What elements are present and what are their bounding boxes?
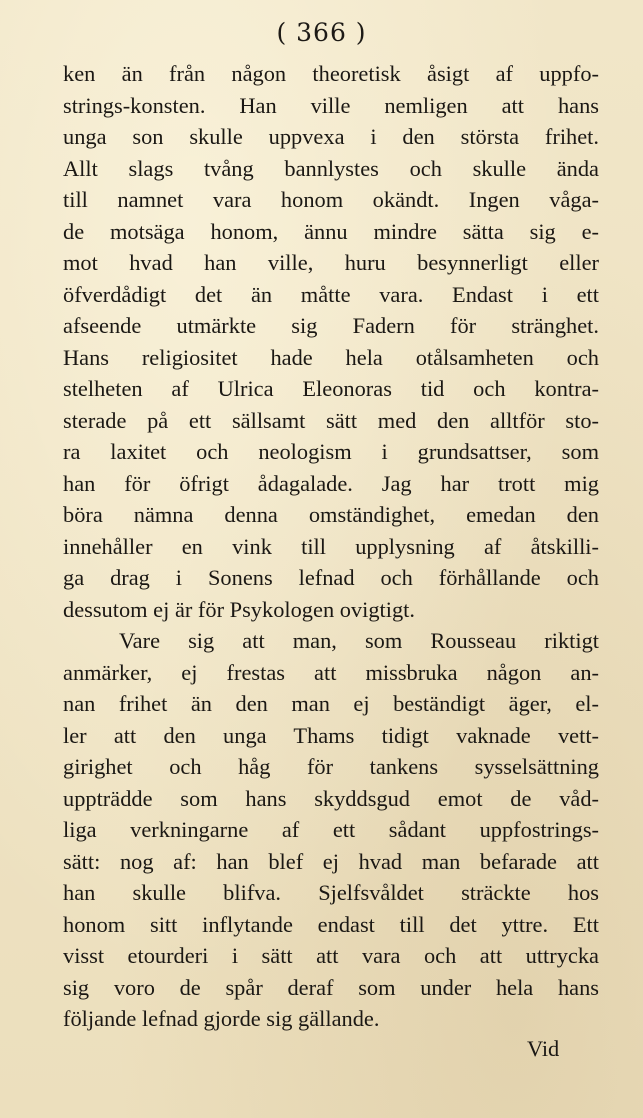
page-number: ( 366 ) (276, 18, 367, 47)
text-line: öfverdådigt det än måtte vara. Endast i ett (63, 281, 599, 307)
text-line: visst etourderi i sätt att vara och att uttrycka (63, 943, 599, 968)
text-line: stelheten af Ulrica Eleonoras tid och kontra- (63, 376, 599, 401)
text-line: liga verkningarne af ett sådant uppfostrings- (63, 817, 599, 842)
text-line: nan frihet än den man ej beständigt äger, el- (63, 691, 599, 716)
text-line: följande lefnad gjorde sig gällande. (63, 1006, 380, 1031)
text-line: han för öfrigt ådagalade. Jag har trott mig (63, 470, 599, 496)
text-line: afseende utmärkte sig Fadern för stränghet. (63, 313, 599, 338)
text-line: Allt slags tvång bannlystes och skulle ända (63, 155, 599, 181)
text-line: böra nämna denna omständighet, emedan den (63, 502, 599, 527)
text-line: ken än från någon theoretisk åsigt af uppfo- (63, 61, 599, 86)
text-line: ler att den unga Thams tidigt vaknade vett- (63, 722, 599, 748)
text-line: sätt: nog af: han blef ej hvad man befarade att (63, 848, 599, 874)
text-line: ra laxitet och neologism i grundsattser, som (63, 439, 599, 464)
text-line: Hans religiositet hade hela otålsamheten och (63, 344, 599, 370)
text-line: uppträdde som hans skyddsgud emot de våd- (63, 785, 599, 811)
body-text (63, 58, 599, 1035)
text-line: mot hvad han ville, huru besynnerligt eller (63, 250, 599, 275)
text-line: de motsäga honom, ännu mindre sätta sig e- (63, 218, 599, 244)
text-line: han skulle blifva. Sjelfsvåldet sträckte hos (63, 880, 599, 905)
text-line: till namnet vara honom okändt. Ingen våga- (63, 187, 599, 212)
text-line: honom sitt inflytande endast till det yttre. Ett (63, 911, 599, 937)
text-line: strings-konsten. Han ville nemligen att hans (63, 92, 599, 118)
text-line: innehåller en vink till upplysning af åtskilli- (63, 533, 599, 559)
catchword: Vid (527, 1036, 560, 1061)
text-line: sterade på ett sällsamt sätt med den alltför sto- (63, 407, 599, 433)
text-line: anmärker, ej frestas att missbruka någon an- (63, 659, 599, 685)
text-line: Vare sig att man, som Rousseau riktigt (119, 628, 599, 653)
text-line: girighet och håg för tankens sysselsättning (63, 754, 599, 779)
text-line: dessutom ej är för Psykologen ovigtigt. (63, 596, 415, 622)
text-line: ga drag i Sonens lefnad och förhållande och (63, 565, 599, 590)
text-line: sig voro de spår deraf som under hela hans (63, 974, 599, 1000)
text-line: unga son skulle uppvexa i den största frihet. (63, 124, 599, 149)
